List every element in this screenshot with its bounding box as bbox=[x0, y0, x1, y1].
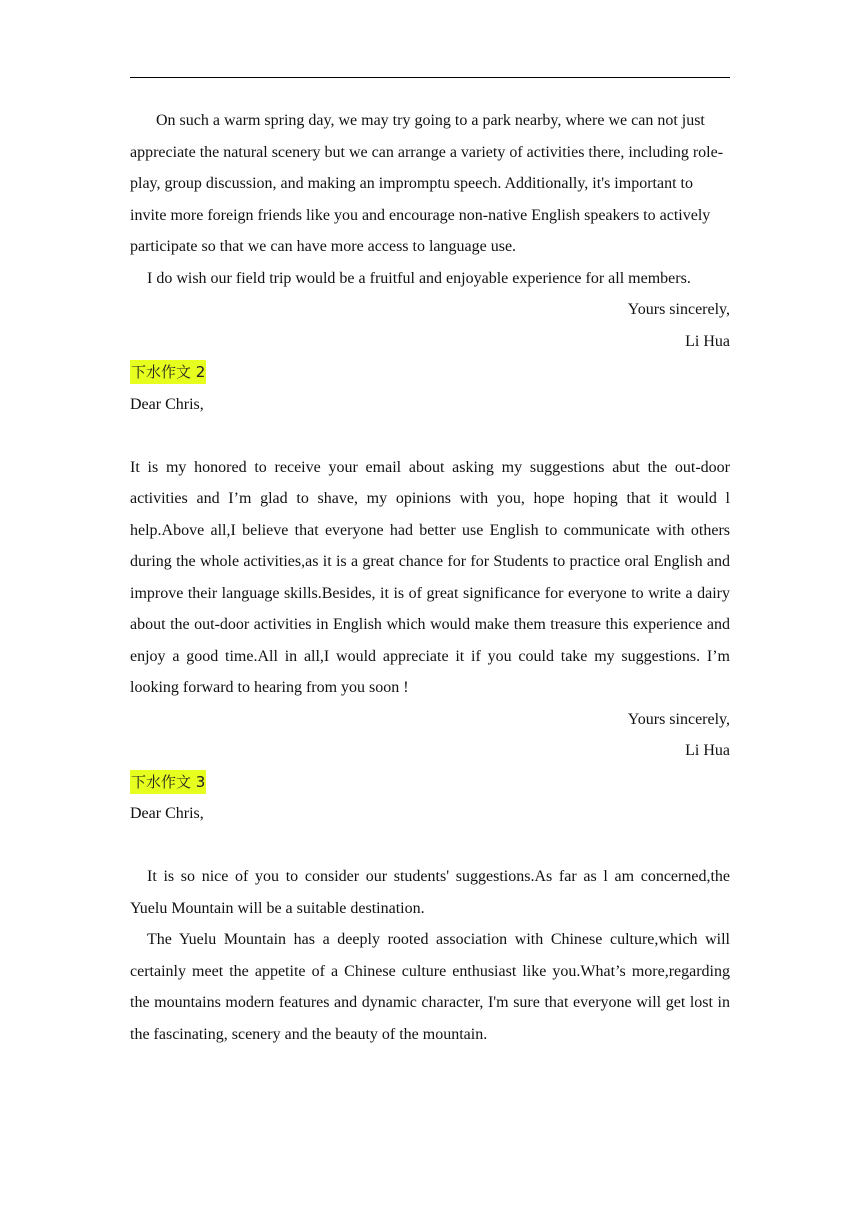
header-rule bbox=[130, 77, 730, 78]
essay1-paragraph-1: On such a warm spring day, we may try going to a park nearby, where we can not just appreciate the natural scenery but we can arrange a variety of activities there, including role-play, group discussion, and making an impromptu speech. Additionally, it's important to invite more foreign friends like you and encourage non-native English speakers to actively participate so that we can have more access to language use. bbox=[130, 112, 724, 255]
essay2-greeting: Dear Chris, bbox=[130, 395, 204, 413]
essay2-signature: Li Hua bbox=[685, 742, 730, 759]
document-page bbox=[130, 105, 730, 1050]
essay3-greeting: Dear Chris, bbox=[130, 805, 204, 822]
essay3-heading bbox=[130, 767, 730, 799]
essay2-tag: 下水作文 2 bbox=[130, 360, 206, 384]
essay1-signature: Li Hua bbox=[685, 332, 730, 350]
blank-line bbox=[130, 420, 730, 452]
essay1-paragraph-2: I do wish our field trip would be a fruitful and enjoyable experience for all members. bbox=[147, 269, 691, 287]
essay2-closing: Yours sincerely, bbox=[627, 710, 730, 728]
essay3-paragraph-1: It is so nice of you to consider our students' suggestions.As far as l am concerned,the Yuelu Mountain will be a suitable destination. bbox=[130, 868, 730, 917]
essay2-body: It is my honored to receive your email about asking my suggestions abut the out-door activities and I’m glad to shave, my opinions with you, hope hoping that it would l help.Above all,I believe that everyone had better use English to communicate with others during the whole activities,as it is a great chance for for Students to practice oral English and improve their language skills.Besides, it is of great significance for everyone to write a dairy about the out-door activities in English which would make them treasure this experience and enjoy a good time.All in all,I would appreciate it if you could take my suggestions. I’m looking forward to hearing from you soon ! bbox=[130, 458, 730, 696]
essay1-closing: Yours sincerely, bbox=[627, 301, 730, 318]
essay2-heading bbox=[130, 357, 730, 389]
essay3-paragraph-2: The Yuelu Mountain has a deeply rooted association with Chinese culture,which will certainly meet the appetite of a Chinese culture enthusiast like you.What’s more,regarding the mountains modern features and dynamic character, I'm sure that everyone will get lost in the fascinating, scenery and the beauty of the mountain. bbox=[130, 931, 730, 1043]
essay3-tag: 下水作文 3 bbox=[130, 770, 206, 794]
blank-line bbox=[130, 830, 730, 862]
